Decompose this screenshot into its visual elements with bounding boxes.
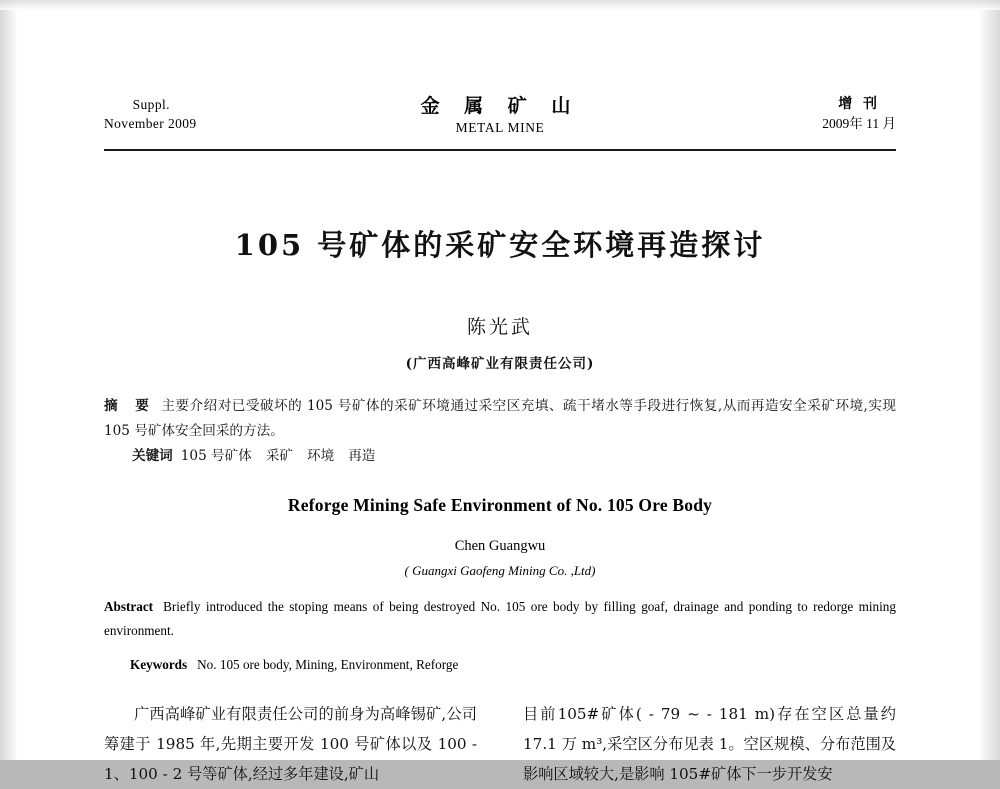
journal-title-en: METAL MINE	[455, 120, 545, 135]
article-author-en: Chen Guangwu	[454, 538, 546, 554]
keywords-cn-label: 关键词	[132, 448, 173, 464]
article-affiliation-cn: (广西高峰矿业有限责任公司)	[405, 356, 595, 372]
page-edge-shadow-right	[978, 0, 1000, 760]
body-paragraph: 目前105#矿体( - 79 ~ - 181 m)存在空区总量约 17.1 万 m³,采空区分布见表 1。空区规模、分布范围及影响区域较大,是影响 105#矿体下一步开发安	[523, 705, 896, 783]
abstract-en-label: Abstract	[104, 599, 154, 614]
keyword-cn-item: 环境	[307, 448, 335, 464]
abstract-cn-label: 摘 要	[104, 398, 156, 414]
running-head-center	[104, 95, 896, 137]
issue-supplement-label-cn: 增 刊	[838, 96, 881, 112]
article-title-cn: 105 号矿体的采矿安全环境再造探讨	[234, 228, 766, 262]
issue-date-cn: 2009年 11 月	[822, 116, 896, 131]
abstract-cn-text: 主要介绍对已受破坏的 105 号矿体的采矿环境通过采空区充填、疏干堵水等手段进行恢复,从而再造安全采矿环境,实现 105 号矿体安全回采的方法。	[104, 398, 897, 439]
issue-date-en: November 2009	[104, 116, 197, 131]
keywords-en	[104, 653, 896, 677]
article-author-cn: 陈光武	[466, 316, 533, 338]
body-column-right	[523, 699, 896, 789]
page-edge-shadow-top	[0, 0, 1000, 10]
page-content	[104, 95, 896, 789]
abstract-en	[104, 595, 896, 643]
article-affiliation-en: ( Guangxi Gaofeng Mining Co. ,Ltd)	[404, 563, 596, 578]
page-edge-shadow-left	[0, 0, 18, 760]
body-column-left	[104, 699, 477, 789]
keyword-cn-item: 再造	[348, 448, 376, 464]
journal-title-cn: 金 属 矿 山	[420, 95, 580, 117]
keywords-en-list: No. 105 ore body, Mining, Environment, Reforge	[197, 657, 459, 672]
header-rule	[104, 149, 896, 151]
running-head	[104, 95, 896, 147]
article-title-en: Reforge Mining Safe Environment of No. 105 Ore Body	[287, 495, 713, 515]
keyword-cn-item: 采矿	[265, 448, 294, 464]
issue-supplement-label: Suppl.	[132, 97, 170, 112]
abstract-cn	[104, 394, 896, 444]
body-paragraph: 广西高峰矿业有限责任公司的前身为高峰锡矿,公司筹建于 1985 年,先期主要开发 100 号矿体以及 100 - 1、100 - 2 号等矿体,经过多年建设,矿山	[104, 705, 477, 783]
keywords-cn	[104, 444, 896, 469]
abstract-en-text: Briefly introduced the stoping means of being destroyed No. 105 ore body by filling goaf, drainage and ponding to redorge mining environment.	[104, 599, 896, 638]
keyword-cn-item: 105 号矿体	[180, 448, 252, 464]
keywords-en-label: Keywords	[130, 657, 188, 672]
body-columns	[104, 699, 896, 789]
running-head-right	[822, 95, 896, 133]
